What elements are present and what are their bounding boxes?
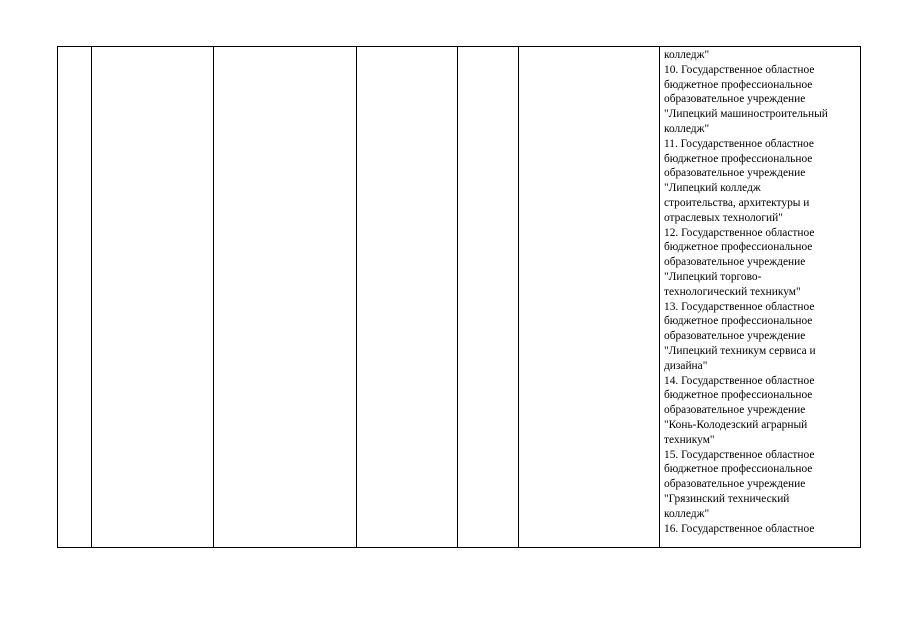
- table-cell-4: [357, 47, 458, 548]
- document-table: [57, 46, 861, 548]
- institution-text-line: "Липецкий торгово-: [664, 270, 762, 283]
- table-cell-3: [214, 47, 357, 548]
- table-cell-institutions: [660, 47, 861, 548]
- institution-text-line: бюджетное профессиональное: [664, 463, 813, 476]
- institution-text-line: "Липецкий колледж: [664, 182, 761, 195]
- institution-text-line: технологический техникум": [664, 285, 801, 298]
- institution-text-line: "Грязинский технический: [664, 492, 790, 505]
- institution-text-line: "Липецкий машиностроительный: [664, 108, 828, 121]
- institution-text-line: бюджетное профессиональное: [664, 389, 813, 402]
- institution-text-line: техникум": [664, 433, 715, 446]
- institution-text-line: образовательное учреждение: [664, 330, 806, 343]
- institution-text-line: 10. Государственное областное: [664, 63, 815, 76]
- institution-text-line: колледж": [664, 122, 710, 135]
- institution-text-line: 13. Государственное областное: [664, 300, 815, 313]
- table-cell-5: [458, 47, 519, 548]
- institution-text-line: образовательное учреждение: [664, 167, 806, 180]
- institution-text-line: 11. Государственное областное: [664, 137, 814, 150]
- institution-text-line: бюджетное профессиональное: [664, 78, 813, 91]
- table-cell-6: [519, 47, 660, 548]
- institution-text-line: строительства, архитектуры и: [664, 196, 810, 209]
- institution-text-line: бюджетное профессиональное: [664, 152, 813, 165]
- institution-text-line: колледж": [664, 507, 710, 520]
- institution-text-line: 14. Государственное областное: [664, 374, 815, 387]
- institution-text-line: образовательное учреждение: [664, 256, 806, 269]
- institution-text-line: бюджетное профессиональное: [664, 315, 813, 328]
- institution-text-line: "Конь-Колодезский аграрный: [664, 418, 808, 431]
- institution-text-line: 12. Государственное областное: [664, 226, 815, 239]
- table-cell-1: [58, 47, 92, 548]
- institution-text-line: образовательное учреждение: [664, 404, 806, 417]
- institution-text-line: 15. Государственное областное: [664, 448, 815, 461]
- institution-text-line: "Липецкий техникум сервиса и: [664, 344, 816, 357]
- institution-text-line: отраслевых технологий": [664, 211, 783, 224]
- institution-text-line: образовательное учреждение: [664, 93, 806, 106]
- institution-text-line: образовательное учреждение: [664, 478, 806, 491]
- institution-text-line: дизайна": [664, 359, 708, 372]
- table-row: [58, 47, 861, 548]
- institution-text-line: колледж": [664, 49, 710, 61]
- institutions-list: [660, 47, 860, 536]
- institution-text-line: бюджетное профессиональное: [664, 241, 813, 254]
- table-cell-2: [92, 47, 214, 548]
- institution-text-line: 16. Государственное областное: [664, 522, 815, 535]
